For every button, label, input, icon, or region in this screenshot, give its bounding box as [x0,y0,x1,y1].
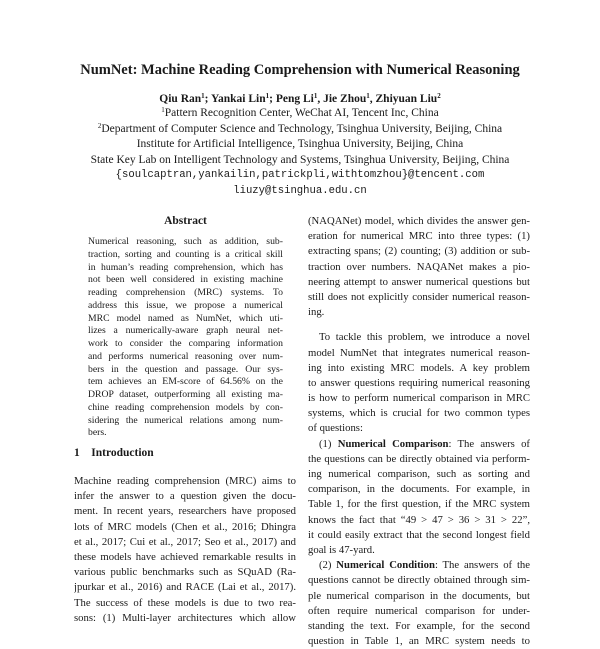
affiliation-text: Pattern Recognition Center, WeChat AI, Tencent Inc, China [164,107,439,119]
body-line: goal is 47-yard. [308,543,375,556]
body-line: ment. In recent years, researchers have proposed [74,505,296,518]
body-line [308,437,530,452]
numerical-comparison-term: Numerical Comparison [337,437,449,450]
email-line: liuzy@tsinghua.edu.cn [233,184,367,197]
author-name: Peng Li [275,93,314,105]
body-line: (NAQANet) model, which divides the answer gen- [308,215,530,227]
body-line: Machine reading comprehension (MRC) aims to [74,475,296,487]
body-line: knows the fact that “49 > 47 > 36 > 31 > 22”, [308,513,530,526]
body-line: often require numerical comparison for under- [308,604,530,617]
body-line: Table 1, for the first question, if the MRC system [308,498,530,511]
body-line: sons: (1) Multi-layer architectures which allow [74,611,296,624]
abstract-line: reading comprehension (MRC) systems. To [88,287,283,298]
email-line: {soulcaptran,yankailin,patrickpli,withtomzhou}@tencent.com [115,169,485,182]
affiliation-mark: 1 [161,106,165,114]
body-line: various public benchmarks such as SQuAD (Ra- [74,566,296,579]
abstract-line: chine reading comprehension models by con- [88,401,283,413]
abstract-line: MRC model named as NumNet, which uti- [88,312,283,324]
body-line: it could easily extract that the second longest field [308,528,530,541]
right-column-body [308,214,530,649]
body-line: ing numerical comparison, such as sorting and [308,468,530,480]
author-separator: , [369,93,373,105]
section-number: 1 [74,447,80,459]
abstract-line: and performs numerical reasoning over num- [88,350,283,362]
body-line: neering attempt to answer numerical questions but [308,275,530,288]
body-line: these models have achieved remarkable results in [74,550,296,563]
body-line: questions cannot be directly obtained through sim- [308,574,530,587]
body-line: jpurkar et al., 2016) and RACE (Lai et al., 2017). [74,581,296,594]
section-heading [74,447,154,459]
author-list [0,92,600,106]
body-line: still does not explicitly consider numerical reason- [308,290,530,303]
body-line: To tackle this problem, we introduce a novel [319,331,530,344]
line-text: : The answers of [448,437,530,450]
affiliation-mark: 1 [313,92,318,100]
body-line: standing the text. For example, for the second [308,619,530,632]
body-line: The success of these models is due to two rea- [74,596,296,609]
affiliation-mark: 2 [97,121,102,130]
author-name: Qiu Ran [159,93,202,105]
author-separator: ; [269,93,273,105]
numerical-condition-term: Numerical Condition [336,559,435,572]
affiliation-text: Department of Computer Science and Technology, Tsinghua University, Beijing, China [101,122,503,135]
body-line: to answer questions requiring numerical reasoning [308,376,530,389]
author-separator: , [317,93,321,105]
body-line: infer the answer to a question given the docu- [74,490,296,503]
body-line: is how to perform numerical comparison in MRC [308,392,530,405]
body-line: eration for numerical MRC into three types: (1) [308,230,530,243]
affiliation-line [0,106,600,122]
body-line: systems, which is crucial for two common types [308,407,530,420]
body-line: of questions: [308,422,363,435]
author-name: Yankai Lin [210,93,266,105]
abstract-line: Numerical reasoning, such as addition, sub- [88,236,283,247]
list-marker: (2) [319,559,337,572]
affiliation-line [0,122,600,138]
author-separator: ; [204,93,209,105]
affiliation-line: Institute for Artificial Intelligence, Tsinghua University, Beijing, China [136,138,464,151]
abstract-line: bers in the question and passage. Our sys- [88,363,283,375]
affiliation-mark: 2 [437,92,441,100]
body-line: the questions can be directly obtained via perform- [308,452,530,465]
list-marker: (1) [319,437,338,450]
abstract-line: traction, sorting and counting is a critical skill [88,248,283,260]
abstract-line: in human’s reading comprehension, which has [88,261,283,273]
paper-title: NumNet: Machine Reading Comprehension with Numerical Reasoning [80,62,520,78]
body-line: traction over numbers. NAQANet makes a pio- [308,260,530,273]
affiliation-line: State Key Lab on Intelligent Technology and Systems, Tsinghua University, Beijing, China [90,153,510,166]
affiliation-mark: 1 [201,92,205,100]
abstract-heading: Abstract [164,215,207,227]
line-text: : The answers of the [434,559,530,572]
body-line: extracting spans; (2) counting; (3) addition or sub- [308,245,530,258]
body-line: et al., 2017; Cui et al., 2017; Seo et al., 2017) and [74,535,296,548]
body-line: ple numerical comparison in the documents, but [308,589,530,602]
body-line: ing. [308,306,325,319]
affiliation-mark: 1 [366,92,370,100]
abstract-line: work to consider the comparing information [88,338,283,349]
abstract-line: not been well considered in existing machine [88,274,283,286]
author-name: Zhiyuan Liu [375,93,438,105]
body-line: comparison, in the documents. For example, in [308,483,530,496]
abstract-line: tem achieves an EM-score of 64.56% on the [88,376,283,388]
abstract-line: address this issue, we propose a numerical [88,299,283,311]
affiliation-block [0,106,600,200]
intro-body [74,474,296,626]
abstract-line: sidering the numerical relations among num- [88,414,283,426]
body-line: model NumNet that integrates numerical reason- [308,346,530,359]
abstract-body [88,236,283,440]
body-line: lots of MRC models (Chen et al., 2016; Dhingra [74,520,296,533]
body-line: question in Table 1, an MRC system needs to [308,635,530,648]
body-line [308,558,530,573]
abstract-line: DROP dataset, outperforming all existing ma- [88,389,283,400]
abstract-line: bers. [88,427,107,439]
author-name: Jie Zhou [323,93,367,105]
section-title: Introduction [91,447,154,459]
abstract-line: lizes a numerically-aware graph neural net- [88,325,283,337]
affiliation-mark: 1 [265,92,270,100]
body-line: ing into existing MRC models. A key problem [308,361,530,374]
